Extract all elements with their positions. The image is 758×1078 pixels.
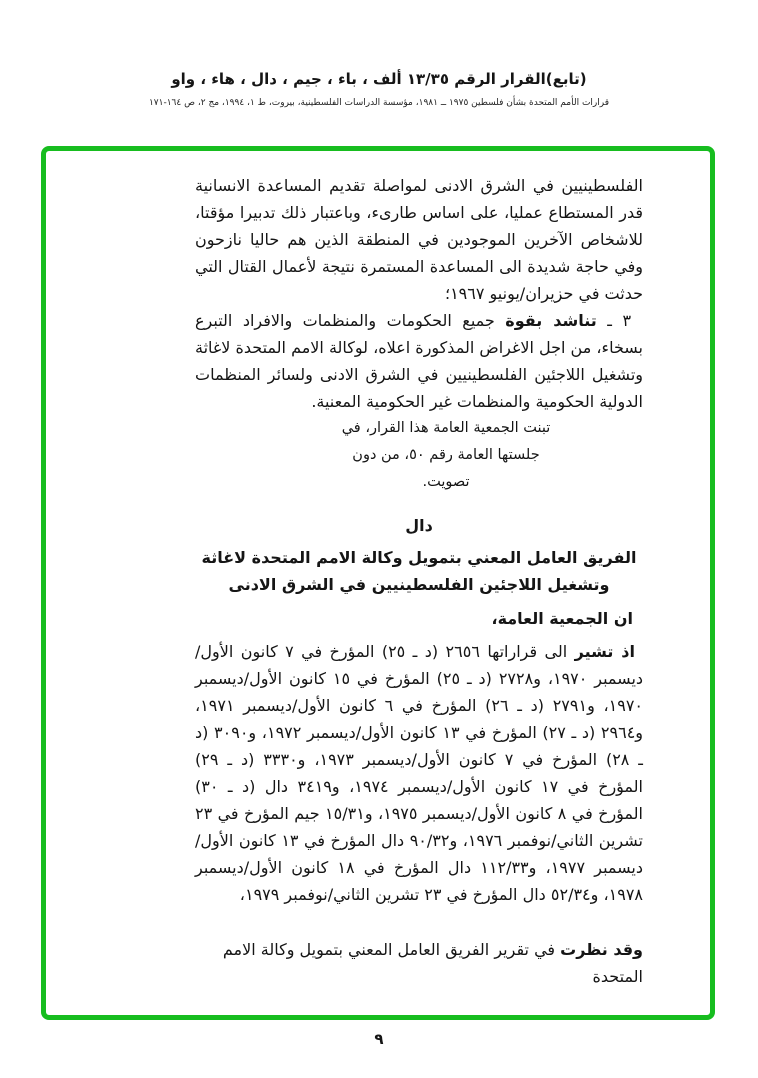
paragraph-continuation-text: الفلسطينيين في الشرق الادنى لمواصلة تقديم المساعدة الانسانية قدر المستطاع عمليا، على اساس طارىء، وباعتبار ذلك تدبيرا مؤقتا، للاشخاص الآخرين الموجودين في المنطقة الذين هم حاليا نازحون وفي حاجة شديدة الى المساعدة المستمرة نتيجة لأعمال القتال التي حدثت في حزيران/يونيو ١٩٦٧؛ — [195, 176, 643, 303]
page-number: ٩ — [374, 1030, 384, 1048]
paragraph-continuation — [195, 172, 643, 307]
operative-paragraph-3-number: ٣ ـ — [596, 311, 632, 330]
adoption-note-line: جلستها العامة رقم ٥٠، من دون — [352, 447, 540, 463]
considered-paragraph — [195, 936, 643, 990]
adoption-note-line: تصويت. — [422, 474, 470, 490]
adoption-note — [327, 415, 565, 496]
preamble-general-assembly: ان الجمعية العامة، — [491, 609, 633, 628]
page-header — [0, 70, 758, 108]
adoption-note-line: تبنت الجمعية العامة هذا القرار، في — [341, 420, 551, 436]
section-letter-dal: دال — [405, 516, 433, 535]
section-title — [195, 544, 643, 598]
recital-text: الى قراراتها ٢٦٥٦ (د ـ ٢٥) المؤرخ في ٧ كانون الأول/ديسمبر ١٩٧٠، و٢٧٢٨ (د ـ ٢٥) المؤرخ في ١٥ كانون الأول/ديسمبر ١٩٧٠، و٢٧٩١ (د ـ ٢٦) المؤرخ في ٦ كانون الأول/ديسمبر ١٩٧١، و٢٩٦٤ (د ـ ٢٧) المؤرخ في ١٣ كانون الأول/ديسمبر ١٩٧٢، و٣٠٩٠ (د ـ ٢٨) المؤرخ في ٧ كانون الأول/ديسمبر ١٩٧٣، و٣٣٣٠ (د ـ ٢٩) المؤرخ في ١٧ كانون الأول/ديسمبر ١٩٧٤، و٣٤١٩ دال (د ـ ٣٠) المؤرخ في ٨ كانون الأول/ديسمبر ١٩٧٥، و١٥/٣١ جيم المؤرخ في ٢٣ تشرين الثاني/نوفمبر ١٩٧٦، و٩٠/٣٢ دال المؤرخ في ١٣ كانون الأول/ديسمبر ١٩٧٧، و١١٢/٣٣ دال المؤرخ في ١٨ كانون الأول/ديسمبر ١٩٧٨، و٥٢/٣٤ دال المؤرخ في ٢٣ تشرين الثاني/نوفمبر ١٩٧٩، — [195, 642, 644, 904]
considered-text: في تقرير الفريق العامل المعني بتمويل وكالة الامم المتحدة — [222, 940, 643, 986]
recital-paragraph — [195, 638, 643, 908]
operative-paragraph-3 — [195, 307, 643, 415]
resolution-text-column — [195, 172, 643, 990]
operative-paragraph-3-text: جميع الحكومات والمنظمات والافراد التبرع بسخاء، من اجل الاغراض المذكورة اعلاه، لوكالة الامم المتحدة لاغاثة وتشغيل اللاجئين الفلسطينيين في الشرق الادنى ولسائر المنظمات الدولية الحكومية والمنظمات غير الحكومية المعنية. — [195, 311, 643, 411]
section-title-line: الفريق العامل المعني بتمويل وكالة الامم المتحدة لاغاثة — [201, 548, 637, 567]
operative-paragraph-3-verb: تناشد بقوة — [505, 311, 597, 330]
recital-lead: اذ تشير — [574, 642, 635, 661]
bibliographic-source-line: قرارات الأمم المتحدة بشأن فلسطين ١٩٧٥ ــ ١٩٨١، مؤسسة الدراسات الفلسطينية، بيروت، ط ١، ١٩٩٤، مج ٢، ص ‎١٦٤-١٧١‎ — [148, 98, 610, 108]
section-title-line: وتشغيل اللاجئين الفلسطينيين في الشرق الادنى — [228, 575, 610, 594]
resolution-header-title: (تابع)القرار الرقم ١٣/٣٥ ألف ، باء ، جيم ، دال ، هاء ، واو — [171, 70, 587, 88]
considered-lead: وقد نظرت — [560, 940, 643, 959]
